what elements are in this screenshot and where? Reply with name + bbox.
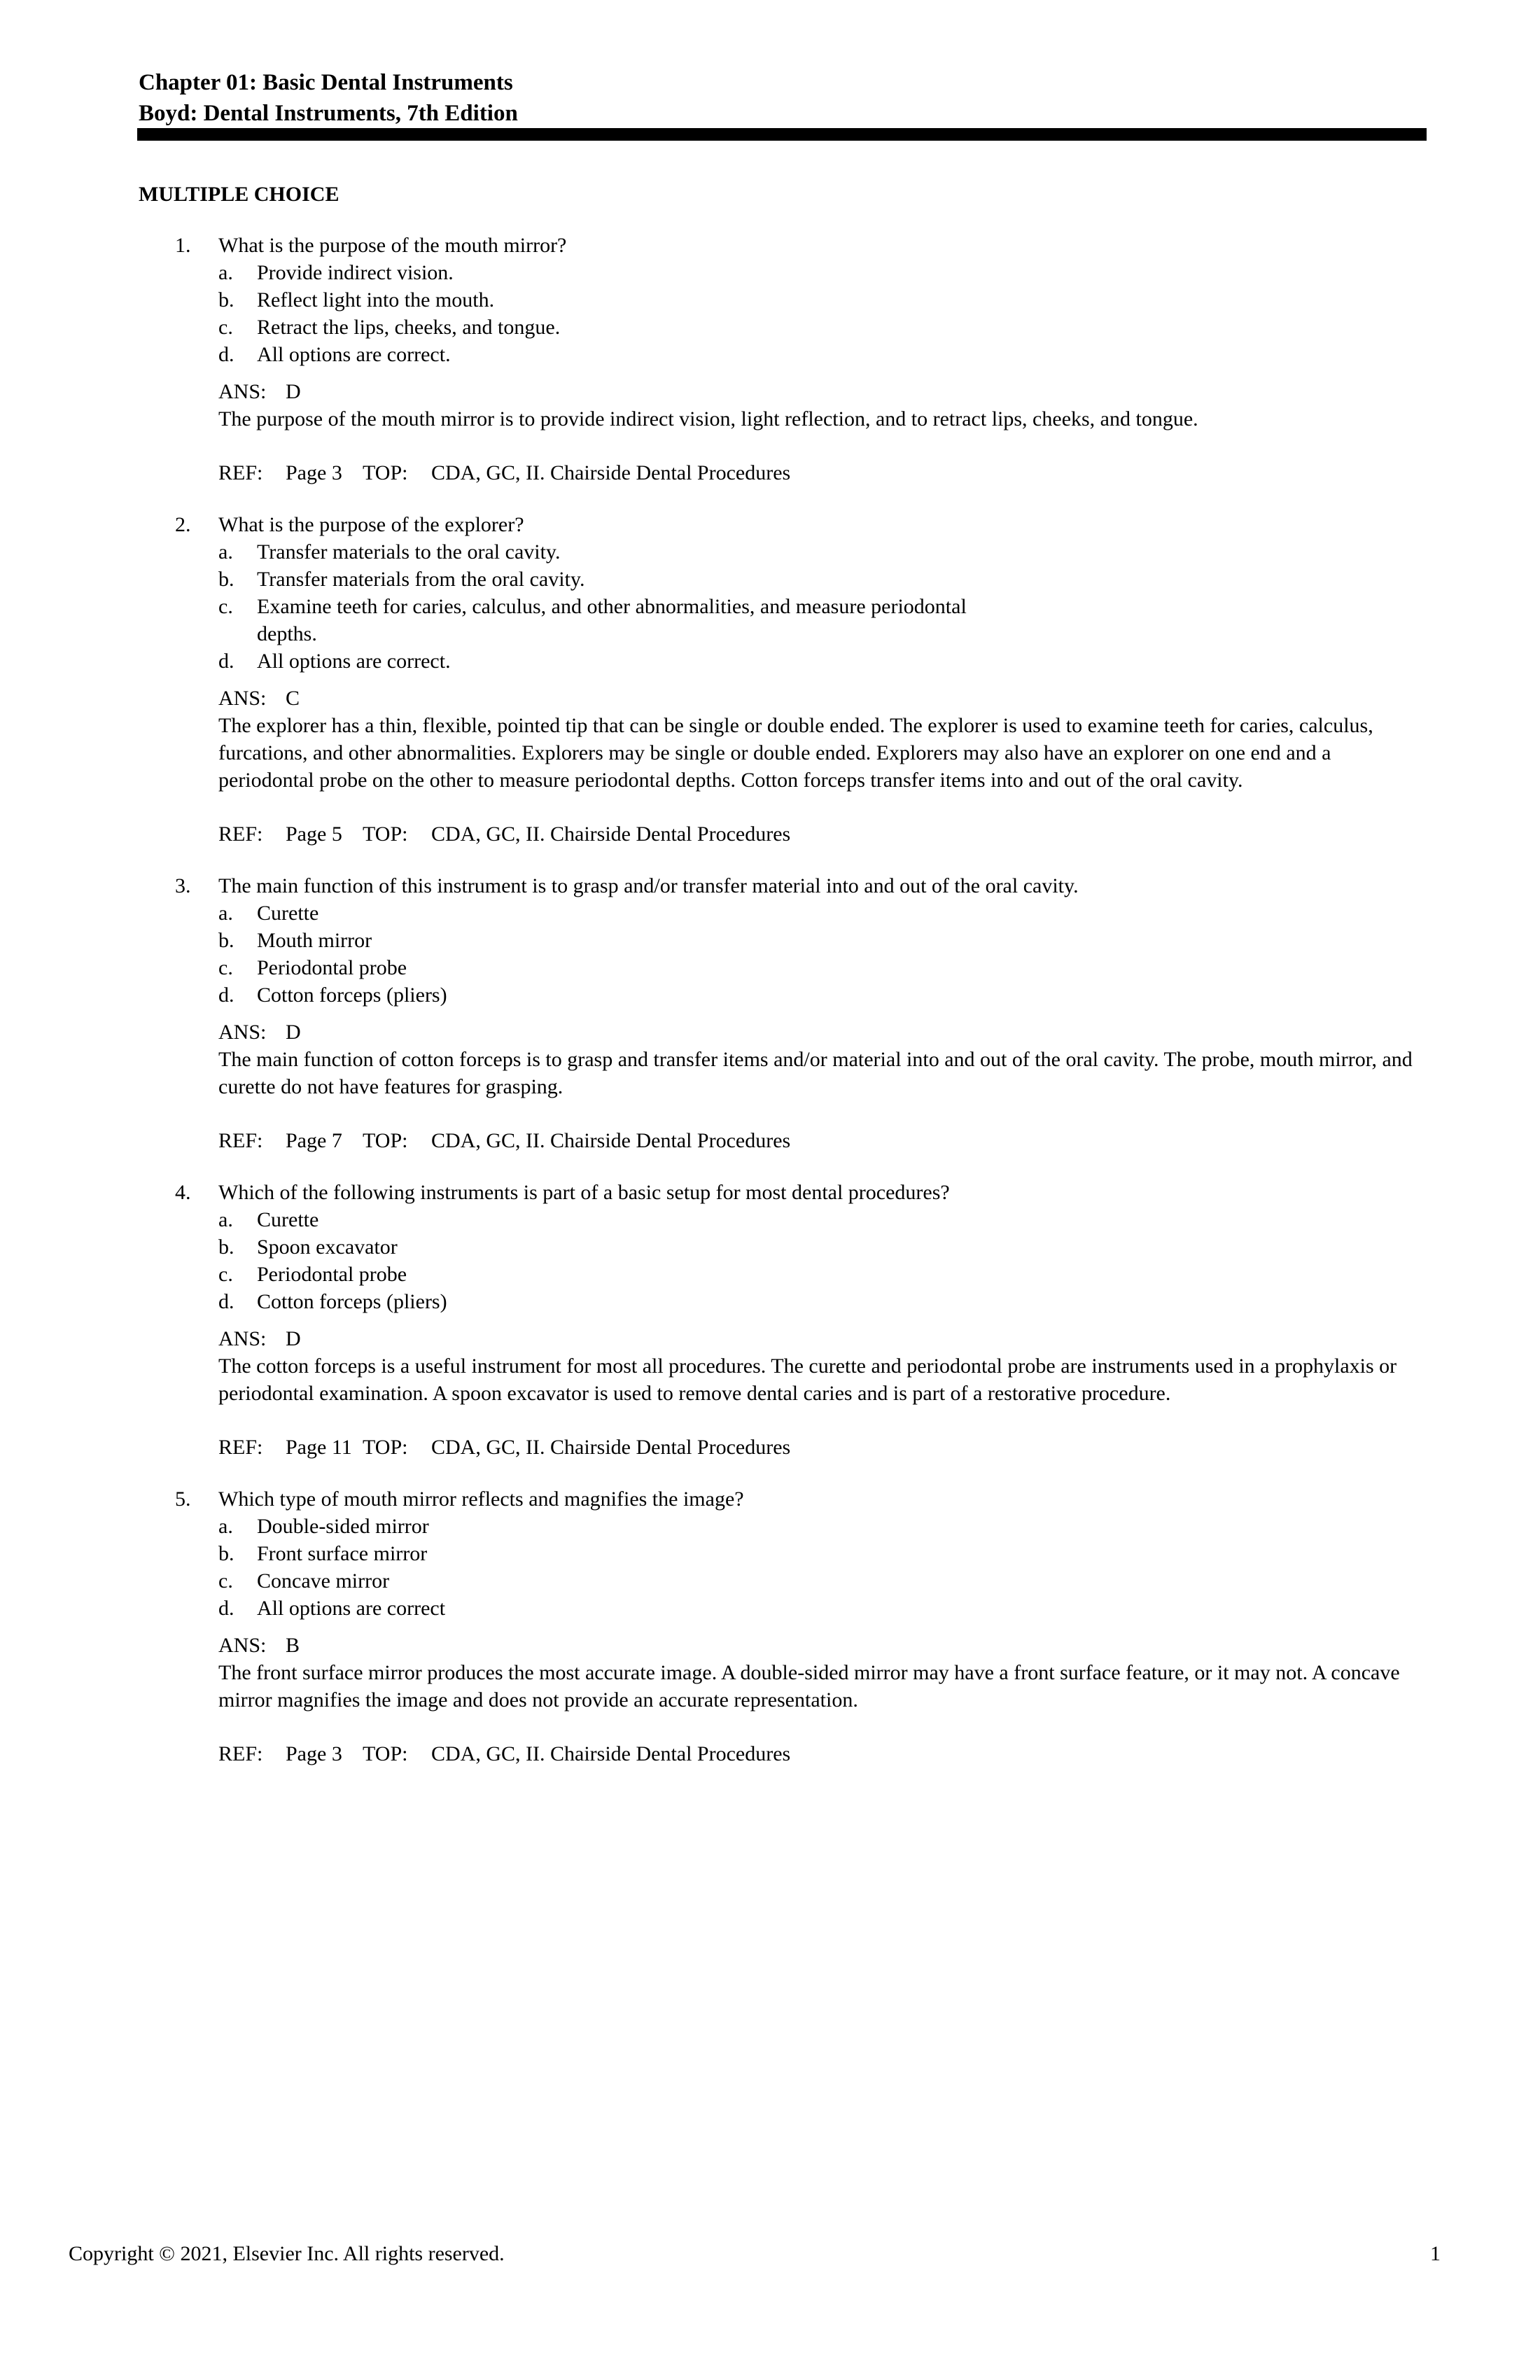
option-letter: d. — [218, 343, 234, 366]
question-3 — [175, 872, 1428, 1154]
option-letter: c. — [218, 316, 233, 339]
question-number: 2. — [175, 513, 191, 536]
option-text: All options are correct. — [257, 343, 451, 366]
question-number: 1. — [175, 234, 191, 257]
answer-line — [218, 378, 1428, 405]
option-letter: a. — [218, 540, 233, 564]
option-text: Mouth mirror — [257, 929, 372, 952]
option-letter: b. — [218, 1542, 234, 1565]
question-number: 3. — [175, 874, 191, 897]
answer-line — [218, 1325, 1428, 1352]
answer-block — [175, 1018, 1428, 1100]
question-stem — [175, 1485, 1428, 1513]
reference-line — [175, 820, 1428, 848]
option-b — [218, 1540, 1428, 1567]
chapter-title: Chapter 01: Basic Dental Instruments — [139, 70, 513, 95]
answer-rationale: The front surface mirror produces the most accurate image. A double-sided mirror may have a front surface feature, or it may not. A concave mirror magnifies the image and does not provide an accurate representation. — [218, 1661, 1400, 1712]
topic-label: TOP: — [363, 822, 408, 846]
page-number: 1 — [1430, 2242, 1441, 2265]
question-text: What is the purpose of the mouth mirror? — [218, 234, 567, 257]
ref-value: Page 5 — [286, 822, 342, 846]
question-list — [175, 232, 1428, 1792]
topic-value: CDA, GC, II. Chairside Dental Procedures — [431, 461, 791, 484]
option-b — [218, 286, 1428, 314]
option-letter: c. — [218, 1569, 233, 1592]
option-letter: d. — [218, 1290, 234, 1313]
option-letter: c. — [218, 595, 233, 618]
question-text: The main function of this instrument is to grasp and/or transfer material into and out of the oral cavity. — [218, 874, 1079, 897]
question-stem — [175, 511, 1428, 538]
question-5 — [175, 1485, 1428, 1768]
answer-value: D — [286, 380, 301, 403]
answer-line — [218, 1018, 1428, 1046]
option-letter: a. — [218, 1515, 233, 1538]
ref-label: REF: — [218, 461, 263, 484]
section-title: MULTIPLE CHOICE — [139, 183, 340, 206]
topic-label: TOP: — [363, 1436, 408, 1459]
option-text: All options are correct — [257, 1597, 446, 1620]
option-text: Periodontal probe — [257, 956, 407, 979]
answer-value: B — [286, 1634, 300, 1657]
answer-rationale: The explorer has a thin, flexible, pointed tip that can be single or double ended. The explorer is used to examine teeth for caries, calculus, furcations, and other abnormalities. Explorers may be single or double ended. Explorers may also have an explorer on one end and a periodontal probe on the other to measure periodontal depths. Cotton forceps transfer items into and out of the oral cavity. — [218, 714, 1373, 792]
option-letter: d. — [218, 983, 234, 1007]
answer-block — [175, 685, 1428, 794]
option-text: Reflect light into the mouth. — [257, 288, 495, 312]
option-c — [218, 1261, 1428, 1288]
option-text: Transfer materials to the oral cavity. — [257, 540, 561, 564]
option-text: Periodontal probe — [257, 1263, 407, 1286]
option-c — [218, 314, 1428, 341]
topic-label: TOP: — [363, 1129, 408, 1152]
option-d — [218, 1288, 1428, 1315]
answer-value: D — [286, 1327, 301, 1350]
reference-line — [175, 459, 1428, 486]
option-letter: d. — [218, 1597, 234, 1620]
document-header — [139, 67, 1427, 129]
copyright-notice: Copyright © 2021, Elsevier Inc. All rights reserved. — [69, 2242, 505, 2265]
option-text: Curette — [257, 1208, 319, 1231]
option-text: Examine teeth for caries, calculus, and other abnormalities, and measure periodontal depths. — [257, 595, 967, 645]
ref-value: Page 3 — [286, 1742, 342, 1765]
option-d — [218, 1595, 1428, 1622]
answer-rationale: The purpose of the mouth mirror is to provide indirect vision, light reflection, and to retract lips, cheeks, and tongue. — [218, 407, 1198, 430]
topic-label: TOP: — [363, 461, 408, 484]
option-letter: b. — [218, 1236, 234, 1259]
option-letter: a. — [218, 261, 233, 284]
answer-rationale: The cotton forceps is a useful instrument for most all procedures. The curette and periodontal probe are instruments used in a prophylaxis or periodontal examination. A spoon excavator is used to remove dental caries and is part of a restorative procedure. — [218, 1354, 1397, 1405]
option-text: Front surface mirror — [257, 1542, 428, 1565]
reference-line — [175, 1740, 1428, 1768]
option-d — [218, 981, 1428, 1009]
option-letter: b. — [218, 288, 234, 312]
question-number: 4. — [175, 1181, 191, 1204]
answer-label: ANS: — [218, 380, 267, 403]
option-list — [175, 1206, 1428, 1315]
option-list — [175, 538, 1428, 675]
option-a — [218, 259, 1428, 286]
option-letter: b. — [218, 568, 234, 591]
option-c — [218, 954, 1428, 981]
option-text: Cotton forceps (pliers) — [257, 983, 447, 1007]
option-letter: a. — [218, 902, 233, 925]
option-text: Cotton forceps (pliers) — [257, 1290, 447, 1313]
option-c — [218, 593, 1013, 648]
option-letter: c. — [218, 956, 233, 979]
option-letter: a. — [218, 1208, 233, 1231]
option-a — [218, 538, 1428, 566]
answer-line — [218, 685, 1428, 712]
ref-value: Page 3 — [286, 461, 342, 484]
option-letter: c. — [218, 1263, 233, 1286]
answer-block — [175, 378, 1428, 433]
option-text: Curette — [257, 902, 319, 925]
answer-block — [175, 1632, 1428, 1714]
question-text: What is the purpose of the explorer? — [218, 513, 524, 536]
reference-line — [175, 1127, 1428, 1154]
question-1 — [175, 232, 1428, 486]
question-stem — [175, 232, 1428, 259]
topic-value: CDA, GC, II. Chairside Dental Procedures — [431, 1742, 791, 1765]
option-d — [218, 648, 1428, 675]
option-a — [218, 1513, 1428, 1540]
option-text: Concave mirror — [257, 1569, 390, 1592]
question-4 — [175, 1179, 1428, 1461]
option-text: Spoon excavator — [257, 1236, 398, 1259]
option-text: All options are correct. — [257, 650, 451, 673]
option-d — [218, 341, 1428, 368]
option-list — [175, 899, 1428, 1009]
option-text: Provide indirect vision. — [257, 261, 454, 284]
answer-label: ANS: — [218, 687, 267, 710]
topic-value: CDA, GC, II. Chairside Dental Procedures — [431, 1436, 791, 1459]
ref-value: Page 11 — [286, 1436, 352, 1459]
option-c — [218, 1567, 1428, 1595]
option-b — [218, 566, 1428, 593]
question-2 — [175, 511, 1428, 848]
ref-label: REF: — [218, 1129, 263, 1152]
option-list — [175, 259, 1428, 368]
answer-label: ANS: — [218, 1634, 267, 1657]
ref-label: REF: — [218, 822, 263, 846]
answer-label: ANS: — [218, 1021, 267, 1044]
answer-block — [175, 1325, 1428, 1407]
option-b — [218, 1233, 1428, 1261]
ref-label: REF: — [218, 1742, 263, 1765]
option-a — [218, 899, 1428, 927]
question-number: 5. — [175, 1488, 191, 1511]
option-letter: d. — [218, 650, 234, 673]
answer-line — [218, 1632, 1428, 1659]
ref-value: Page 7 — [286, 1129, 342, 1152]
answer-rationale: The main function of cotton forceps is to grasp and transfer items and/or material into and out of the oral cavity. The probe, mouth mirror, and curette do not have features for grasping. — [218, 1048, 1413, 1098]
question-text: Which type of mouth mirror reflects and magnifies the image? — [218, 1488, 744, 1511]
topic-value: CDA, GC, II. Chairside Dental Procedures — [431, 822, 791, 846]
answer-label: ANS: — [218, 1327, 267, 1350]
reference-line — [175, 1434, 1428, 1461]
question-stem — [175, 872, 1428, 899]
question-stem — [175, 1179, 1428, 1206]
option-text: Retract the lips, cheeks, and tongue. — [257, 316, 561, 339]
book-title: Boyd: Dental Instruments, 7th Edition — [139, 101, 518, 126]
question-text: Which of the following instruments is part of a basic setup for most dental procedures? — [218, 1181, 950, 1204]
option-list — [175, 1513, 1428, 1622]
option-text: Transfer materials from the oral cavity. — [257, 568, 585, 591]
topic-label: TOP: — [363, 1742, 408, 1765]
answer-value: D — [286, 1021, 301, 1044]
option-a — [218, 1206, 1428, 1233]
option-text: Double-sided mirror — [257, 1515, 429, 1538]
topic-value: CDA, GC, II. Chairside Dental Procedures — [431, 1129, 791, 1152]
ref-label: REF: — [218, 1436, 263, 1459]
header-rule-divider — [137, 128, 1427, 141]
option-b — [218, 927, 1428, 954]
option-letter: b. — [218, 929, 234, 952]
answer-value: C — [286, 687, 300, 710]
